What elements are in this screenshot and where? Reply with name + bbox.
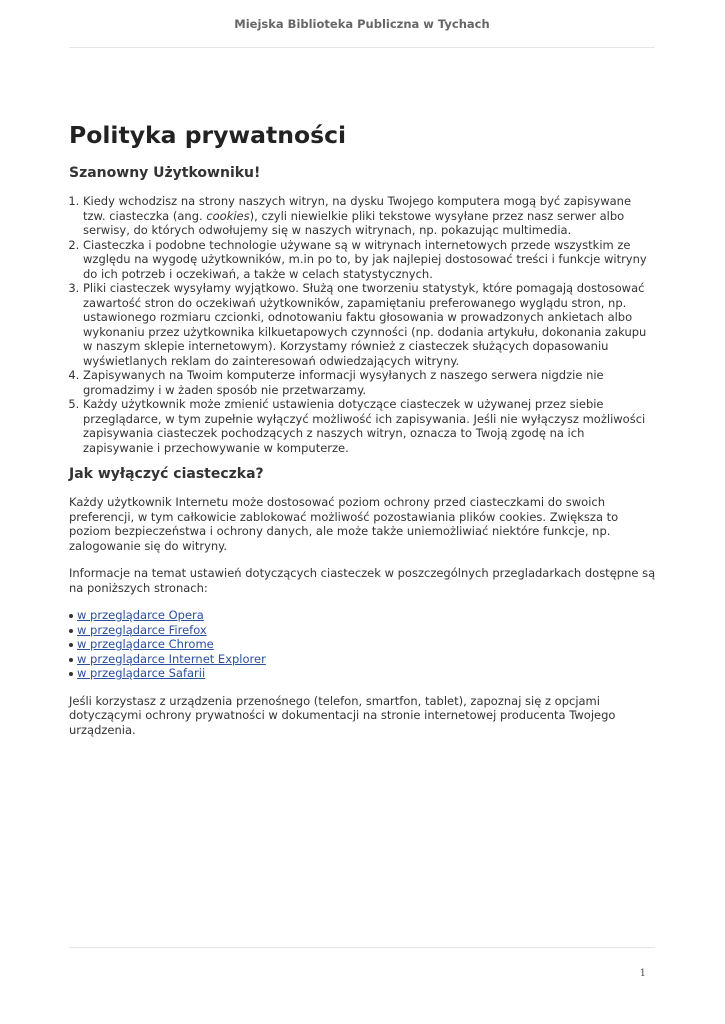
internet-explorer-link[interactable]: w przeglądarce Internet Explorer [77,651,266,666]
cookies-term: cookies [206,208,250,223]
protection-level-paragraph: Każdy użytkownik Internetu może dostosować poziom ochrony przed ciasteczkami do swoich preferencji, w tym całkowicie zablokować możliwość pozostawiania plików cookies. Zwiększa to poziom bezpieczeństwa i ochrony danych, ale może także uniemożliwiać niektóre funkcje, np. zalogowanie się do witryny. [69,495,619,553]
list-item: 4. Zapisywanych na Twoim komputerze informacji wysyłanych z naszego serwera nigdzie nie gromadzimy i w żaden sposób nie przetwarzamy. [83,368,657,397]
privacy-points-list [69,194,657,455]
firefox-link[interactable]: w przeglądarce Firefox [77,622,207,637]
chrome-link[interactable]: w przeglądarce Chrome [77,637,214,651]
list-item: 5. Każdy użytkownik może zmienić ustawienia dotyczące ciasteczek w używanej przez siebie przeglądarce, w tym zupełnie wyłączyć możliwość ich zapisywania. Jeśli nie wyłączysz możliwości zapisywania ciasteczek pochodzących z naszych witryn, oznacza to Twoją zgodę na ich zapisywanie i przechowywanie w komputerze. [83,397,657,455]
list-item [69,623,657,638]
point-text-end: ), czyli niewielkie pliki tekstowe wysyłane przez nasz serwer albo serwisy, do których odwołujemy się w naszych witrynach, np. pokazując multimedia. [83,208,625,237]
list-item [69,652,657,667]
opera-link[interactable]: w przeglądarce Opera [77,608,204,622]
main-content [69,118,657,737]
disable-cookies-heading: Jak wyłączyć ciasteczka? [69,466,264,482]
list-item [69,637,657,652]
footer-divider [69,947,655,948]
page-header [69,0,655,48]
point-text-start: Kiedy wchodzisz na strony naszych witryn, na dysku Twojego komputera mogą być zapisywane tzw. ciasteczka (ang. [83,194,632,223]
browser-info-paragraph: Informacje na temat ustawień dotyczących ciasteczek w poszczególnych przegladarkach dostępne są na poniższych stronach: [69,566,656,595]
safari-link[interactable]: w przeglądarce Safarii [77,666,206,680]
list-item: 2. Ciasteczka i podobne technologie używane są w witrynach internetowych przede wszystkim ze względu na wygodę użytkowników, m.in po to, by jak najlepiej dostosować treści i funkcje witryny do ich potrzeb i oczekiwań, a także w celach statystycznych. [83,238,657,282]
site-name: Miejska Biblioteka Publiczna w Tychach [234,17,490,31]
browser-links-list [69,608,657,681]
list-item: 3. Pliki ciasteczek wysyłamy wyjątkowo. Służą one tworzeniu statystyk, które pomagają dostosować zawartość stron do oczekiwań użytkowników, zapamiętaniu preferowanego wyglądu stron, np. ustawionego rozmiaru czcionki, odnotowaniu faktu głosowania w prowadzonych ankietach albo wykonaniu przez użytkownika kilkuetapowych czynności (np. dodania artykułu, dokonania zakupu w naszym sklepie internetowym). Korzystamy również z ciasteczek służących dopasowaniu wyświetlanych reklam do zainteresowań odwiedzających witryny. [83,281,657,368]
page-number: 1 [639,968,646,979]
mobile-device-paragraph: Jeśli korzystasz z urządzenia przenośnego (telefon, smartfon, tablet), zapoznaj się z opcjami dotyczącymi ochrony prywatności w dokumentacji na stronie internetowej producenta Twojego urządzenia. [69,693,616,737]
list-item [69,608,657,623]
page-title: Polityka prywatności [69,121,347,149]
list-item [69,666,657,681]
greeting-heading: Szanowny Użytkowniku! [69,165,261,181]
list-item [83,194,657,238]
